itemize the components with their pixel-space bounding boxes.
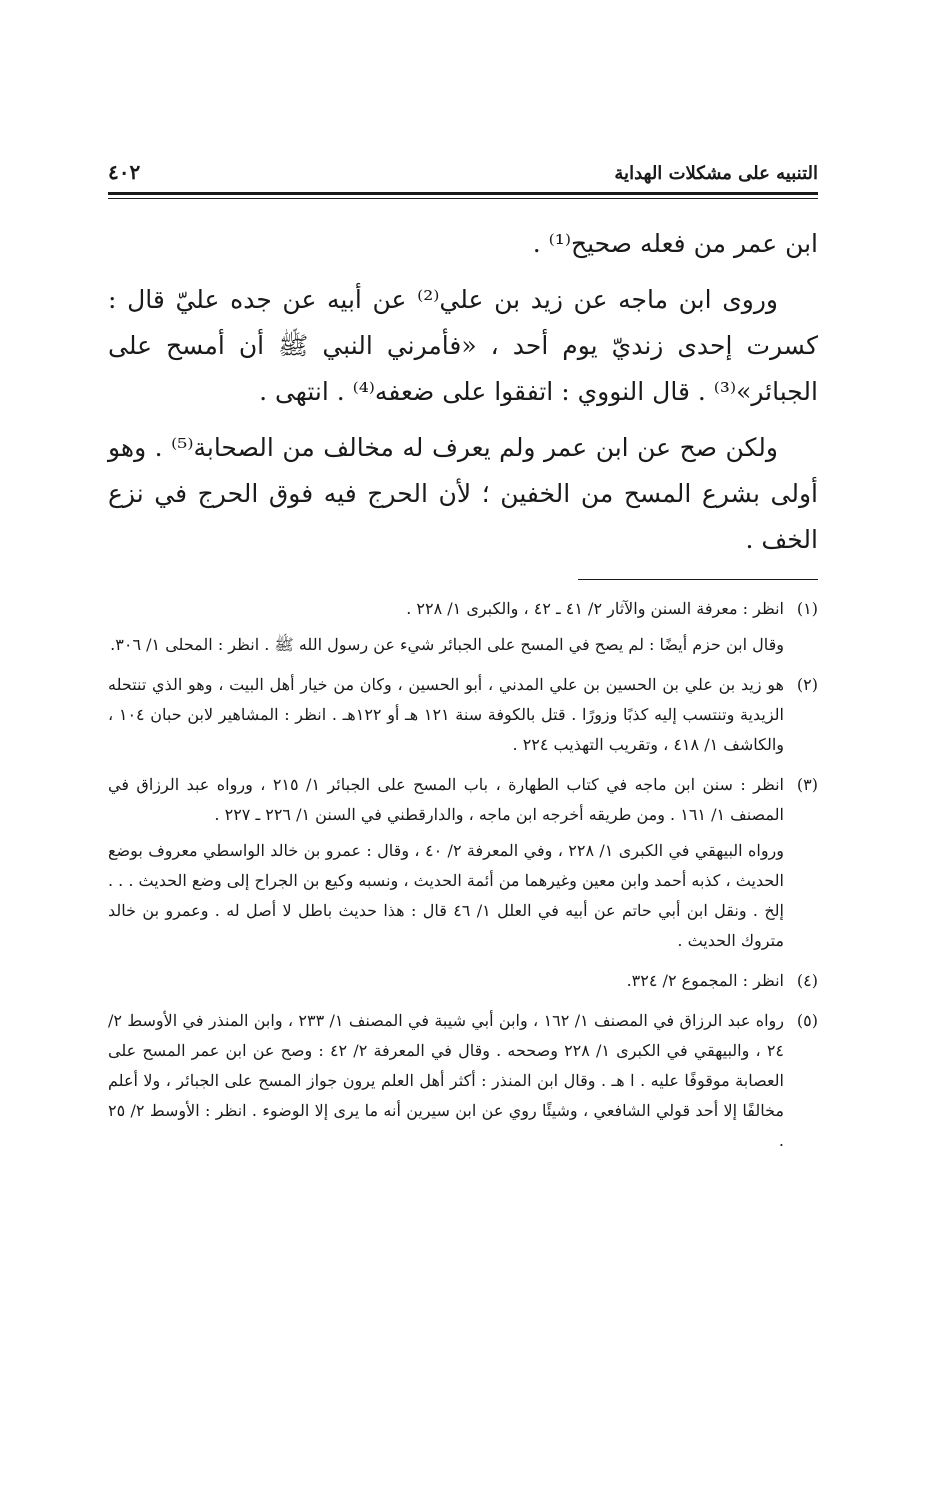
footnote-3	[108, 770, 818, 962]
page-number: ٤٠٢	[108, 160, 141, 184]
footnote-text: ورواه البيهقي في الكبرى ١/ ٢٢٨ ، وفي المعرفة ٢/ ٤٠ ، وقال : عمرو بن خالد الواسطي معروف بوضع الحديث ، كذبه أحمد وابن معين وغيرهما من أئمة الحديث ، ونسبه وكيع بن الجراح إلى وضع الحديث . . . إلخ . ونقل ابن أبي حاتم عن أبيه في العلل ١/ ٤٦ قال : هذا حديث باطل لا أصل له . وعمرو بن خالد متروك الحديث .	[108, 841, 784, 950]
main-paragraph-3: ولكن صح عن ابن عمر ولم يعرف له مخالف من الصحابة⁽⁵⁾ . وهو أولى بشرع المسح من الخفين ؛ لأن الحرج فيه فوق الحرج في نزع الخف .	[108, 433, 818, 554]
footnote-5	[108, 1006, 818, 1162]
footnote-text: هو زيد بن علي بن الحسين بن علي المدني ، أبو الحسين ، وكان من خيار أهل البيت ، وهو الذي تنتحله الزيدية وتنتسب إليه كذبًا وزورًا . قتل بالكوفة سنة ١٢١ هـ أو ١٢٢هـ . انظر : المشاهير لابن حبان ١٠٤ ، والكاشف ١/ ٤١٨ ، وتقريب التهذيب ٢٢٤ .	[108, 675, 785, 754]
book-title: التنبيه على مشكلات الهداية	[614, 163, 818, 184]
book-page	[108, 150, 818, 1166]
header-rule-thin	[108, 198, 818, 199]
footnote-separator	[578, 579, 818, 580]
footnote-text: انظر : معرفة السنن والآثار ٢/ ٤١ ـ ٤٢ ، والكبرى ١/ ٢٢٨ .	[406, 599, 784, 618]
footnote-text: انظر : سنن ابن ماجه في كتاب الطهارة ، باب المسح على الجبائر ١/ ٢١٥ ، ورواه عبد الرزاق في المصنف ١/ ١٦١ . ومن طريقه أخرجه ابن ماجه ، والدارقطني في السنن ١/ ٢٢٦ ـ ٢٢٧ .	[108, 775, 784, 824]
main-text	[108, 221, 818, 563]
footnote-text: رواه عبد الرزاق في المصنف ١/ ١٦٢ ، وابن أبي شيبة في المصنف ١/ ٢٣٣ ، وابن المنذر في الأوسط ٢/ ٢٤ ، والبيهقي في الكبرى ١/ ٢٢٨ وصححه . وقال في المعرفة ٢/ ٤٢ : وصح عن ابن عمر المسح على العصابة موقوفًا عليه . ا هـ . وقال ابن المنذر : أكثر أهل العلم يرون جواز المسح على الجبائر ، ولا أعلم مخالفًا إلا أحد قولي الشافعي ، وشيئًا روي عن ابن سيرين أنه ما يرى إلا الوضوء . انظر : الأوسط ٢/ ٢٥ .	[108, 1011, 785, 1150]
footnote-1	[108, 594, 818, 666]
footnote-number: (٢)	[796, 675, 818, 694]
footnote-text: وقال ابن حزم أيضًا : لم يصح في المسح على الجبائر شيء عن رسول الله ﷺ . انظر : المحلى ١/ ٣٠٦.	[110, 635, 784, 654]
footnote-number: (٤)	[796, 971, 818, 990]
main-paragraph-1: ابن عمر من فعله صحيح⁽¹⁾ .	[532, 229, 818, 258]
header-rule-thick	[108, 192, 818, 195]
footnote-4	[108, 966, 818, 1002]
running-header	[108, 150, 818, 184]
footnotes	[108, 594, 818, 1162]
footnote-number: (٣)	[796, 775, 818, 794]
main-paragraph-2: وروى ابن ماجه عن زيد بن علي⁽²⁾ عن أبيه عن جده عليّ قال : كسرت إحدى زنديّ يوم أحد ، «فأمرني النبي ﷺ أن أمسح على الجبائر»⁽³⁾ . قال النووي : اتفقوا على ضعفه⁽⁴⁾ . انتهى .	[108, 285, 818, 406]
footnote-text: انظر : المجموع ٢/ ٣٢٤.	[626, 971, 784, 990]
footnote-number: (٥)	[796, 1011, 818, 1030]
footnote-number: (١)	[796, 599, 818, 618]
footnote-2	[108, 670, 818, 766]
